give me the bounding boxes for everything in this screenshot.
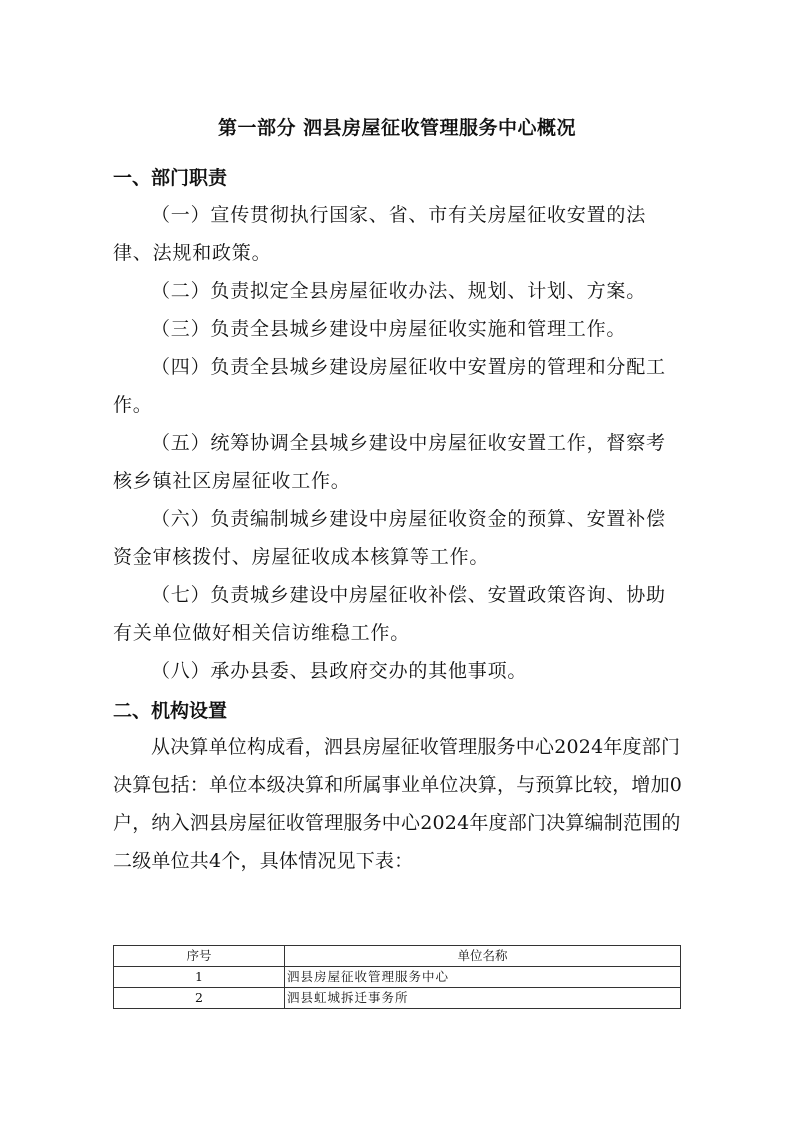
duty-item-4: （四）负责全县城乡建设房屋征收中安置房的管理和分配工作。: [113, 356, 666, 416]
section-heading-duties: 一、部门职责: [113, 167, 228, 189]
duty-item-8: （八）承办县委、县政府交办的其他事项。: [151, 660, 528, 682]
unit-table: [113, 945, 681, 1009]
table-row: [114, 988, 681, 1009]
duty-item-5: （五）统筹协调全县城乡建设中房屋征收安置工作，督察考核乡镇社区房屋征收工作。: [113, 432, 666, 492]
page-title: 第一部分 泗县房屋征收管理服务中心概况: [217, 117, 577, 139]
duty-item-7: （七）负责城乡建设中房屋征收补偿、安置政策咨询、协助有关单位做好相关信访维稳工作。: [113, 584, 666, 644]
table-header-row: [114, 946, 681, 967]
table-header-number: 序号: [114, 946, 285, 967]
section-heading-organization: 二、机构设置: [113, 700, 228, 722]
table-row: [114, 967, 681, 988]
duty-item-1: （一）宣传贯彻执行国家、省、市有关房屋征收安置的法律、法规和政策。: [113, 204, 647, 264]
organization-paragraph: 从决算单位构成看，泗县房屋征收管理服务中心2024年度部门决算包括：单位本级决算和所属事业单位决算，与预算比较，增加0户，纳入泗县房屋征收管理服务中心2024年度部门决算编制范围的二级单位共4个，具体情况见下表：: [113, 736, 683, 872]
table-cell-number: 1: [114, 967, 285, 988]
duty-item-6: （六）负责编制城乡建设中房屋征收资金的预算、安置补偿资金审核拨付、房屋征收成本核算等工作。: [113, 508, 666, 568]
table-cell-unit-name: 泗县虹城拆迁事务所: [285, 988, 681, 1009]
duty-item-3: （三）负责全县城乡建设中房屋征收实施和管理工作。: [151, 318, 627, 340]
duty-item-2: （二）负责拟定全县房屋征收办法、规划、计划、方案。: [151, 280, 647, 302]
table-header-unit-name: 单位名称: [285, 946, 681, 967]
table-cell-unit-name: 泗县房屋征收管理服务中心: [285, 967, 681, 988]
table-cell-number: 2: [114, 988, 285, 1009]
